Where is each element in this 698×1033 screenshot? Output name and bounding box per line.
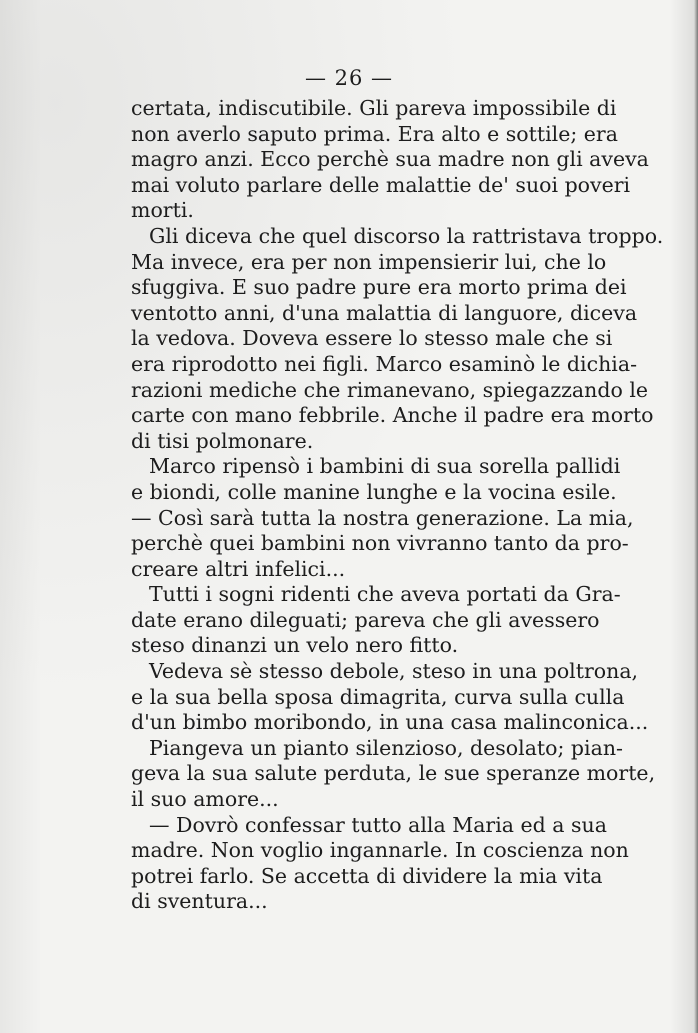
page-number: — 26 —	[304, 66, 394, 90]
text-line: era riprodotto nei figli. Marco esaminò le dichia-	[131, 351, 637, 376]
text-line: Piangeva un pianto silenzioso, desolato; pian-	[149, 735, 623, 760]
text-line: Gli diceva che quel discorso la rattristava troppo.	[149, 223, 664, 248]
text-line: non averlo saputo prima. Era alto e sottile; era	[131, 121, 618, 146]
text-line: e biondi, colle manine lunghe e la vocina esile.	[131, 479, 617, 504]
text-line: d'un bimbo moribondo, in una casa malinconica...	[131, 710, 649, 735]
text-line: geva la sua salute perduta, le sue speranze morte,	[131, 761, 656, 786]
text-line: perchè quei bambini non vivranno tanto da pro-	[131, 531, 629, 556]
text-line: date erano dileguati; pareva che gli avessero	[131, 607, 600, 632]
text-line: creare altri infelici...	[131, 556, 346, 581]
text-line: steso dinanzi un velo nero fitto.	[131, 633, 459, 658]
text-line: di sventura...	[131, 889, 268, 914]
text-line: Tutti i sogni ridenti che aveva portati da Gra-	[149, 582, 621, 607]
text-line: e la sua bella sposa dimagrita, curva sulla culla	[131, 684, 625, 709]
text-line: Vedeva sè stesso debole, steso in una poltrona,	[149, 659, 639, 684]
body-text	[131, 96, 664, 915]
text-line: Ma invece, era per non impensierir lui, che lo	[131, 249, 607, 274]
text-line: la vedova. Doveva essere lo stesso male che si	[131, 326, 613, 351]
text-line: di tisi polmonare.	[131, 428, 314, 453]
text-line: sfuggiva. E suo padre pure era morto prima dei	[131, 275, 627, 300]
page-edge-shadow	[694, 0, 698, 1033]
text-line: morti.	[131, 198, 194, 223]
text-line: — Così sarà tutta la nostra generazione. La mia,	[131, 505, 634, 530]
text-line: razioni mediche che rimanevano, spiegazzando le	[131, 377, 649, 402]
text-line: potrei farlo. Se accetta di dividere la mia vita	[131, 863, 603, 888]
text-line: mai voluto parlare delle malattie de' suoi poveri	[131, 172, 631, 197]
text-line: Marco ripensò i bambini di sua sorella pallidi	[149, 454, 621, 479]
text-line: — Dovrò confessar tutto alla Maria ed a sua	[149, 812, 607, 837]
text-line: certata, indiscutibile. Gli pareva impossibile di	[131, 96, 617, 120]
text-line: il suo amore...	[131, 787, 279, 812]
text-line: ventotto anni, d'una malattia di languore, diceva	[131, 300, 638, 325]
text-line: madre. Non voglio ingannarle. In coscienza non	[131, 838, 629, 863]
text-line: magro anzi. Ecco perchè sua madre non gli aveva	[131, 147, 649, 172]
text-line: carte con mano febbrile. Anche il padre era morto	[131, 403, 654, 428]
